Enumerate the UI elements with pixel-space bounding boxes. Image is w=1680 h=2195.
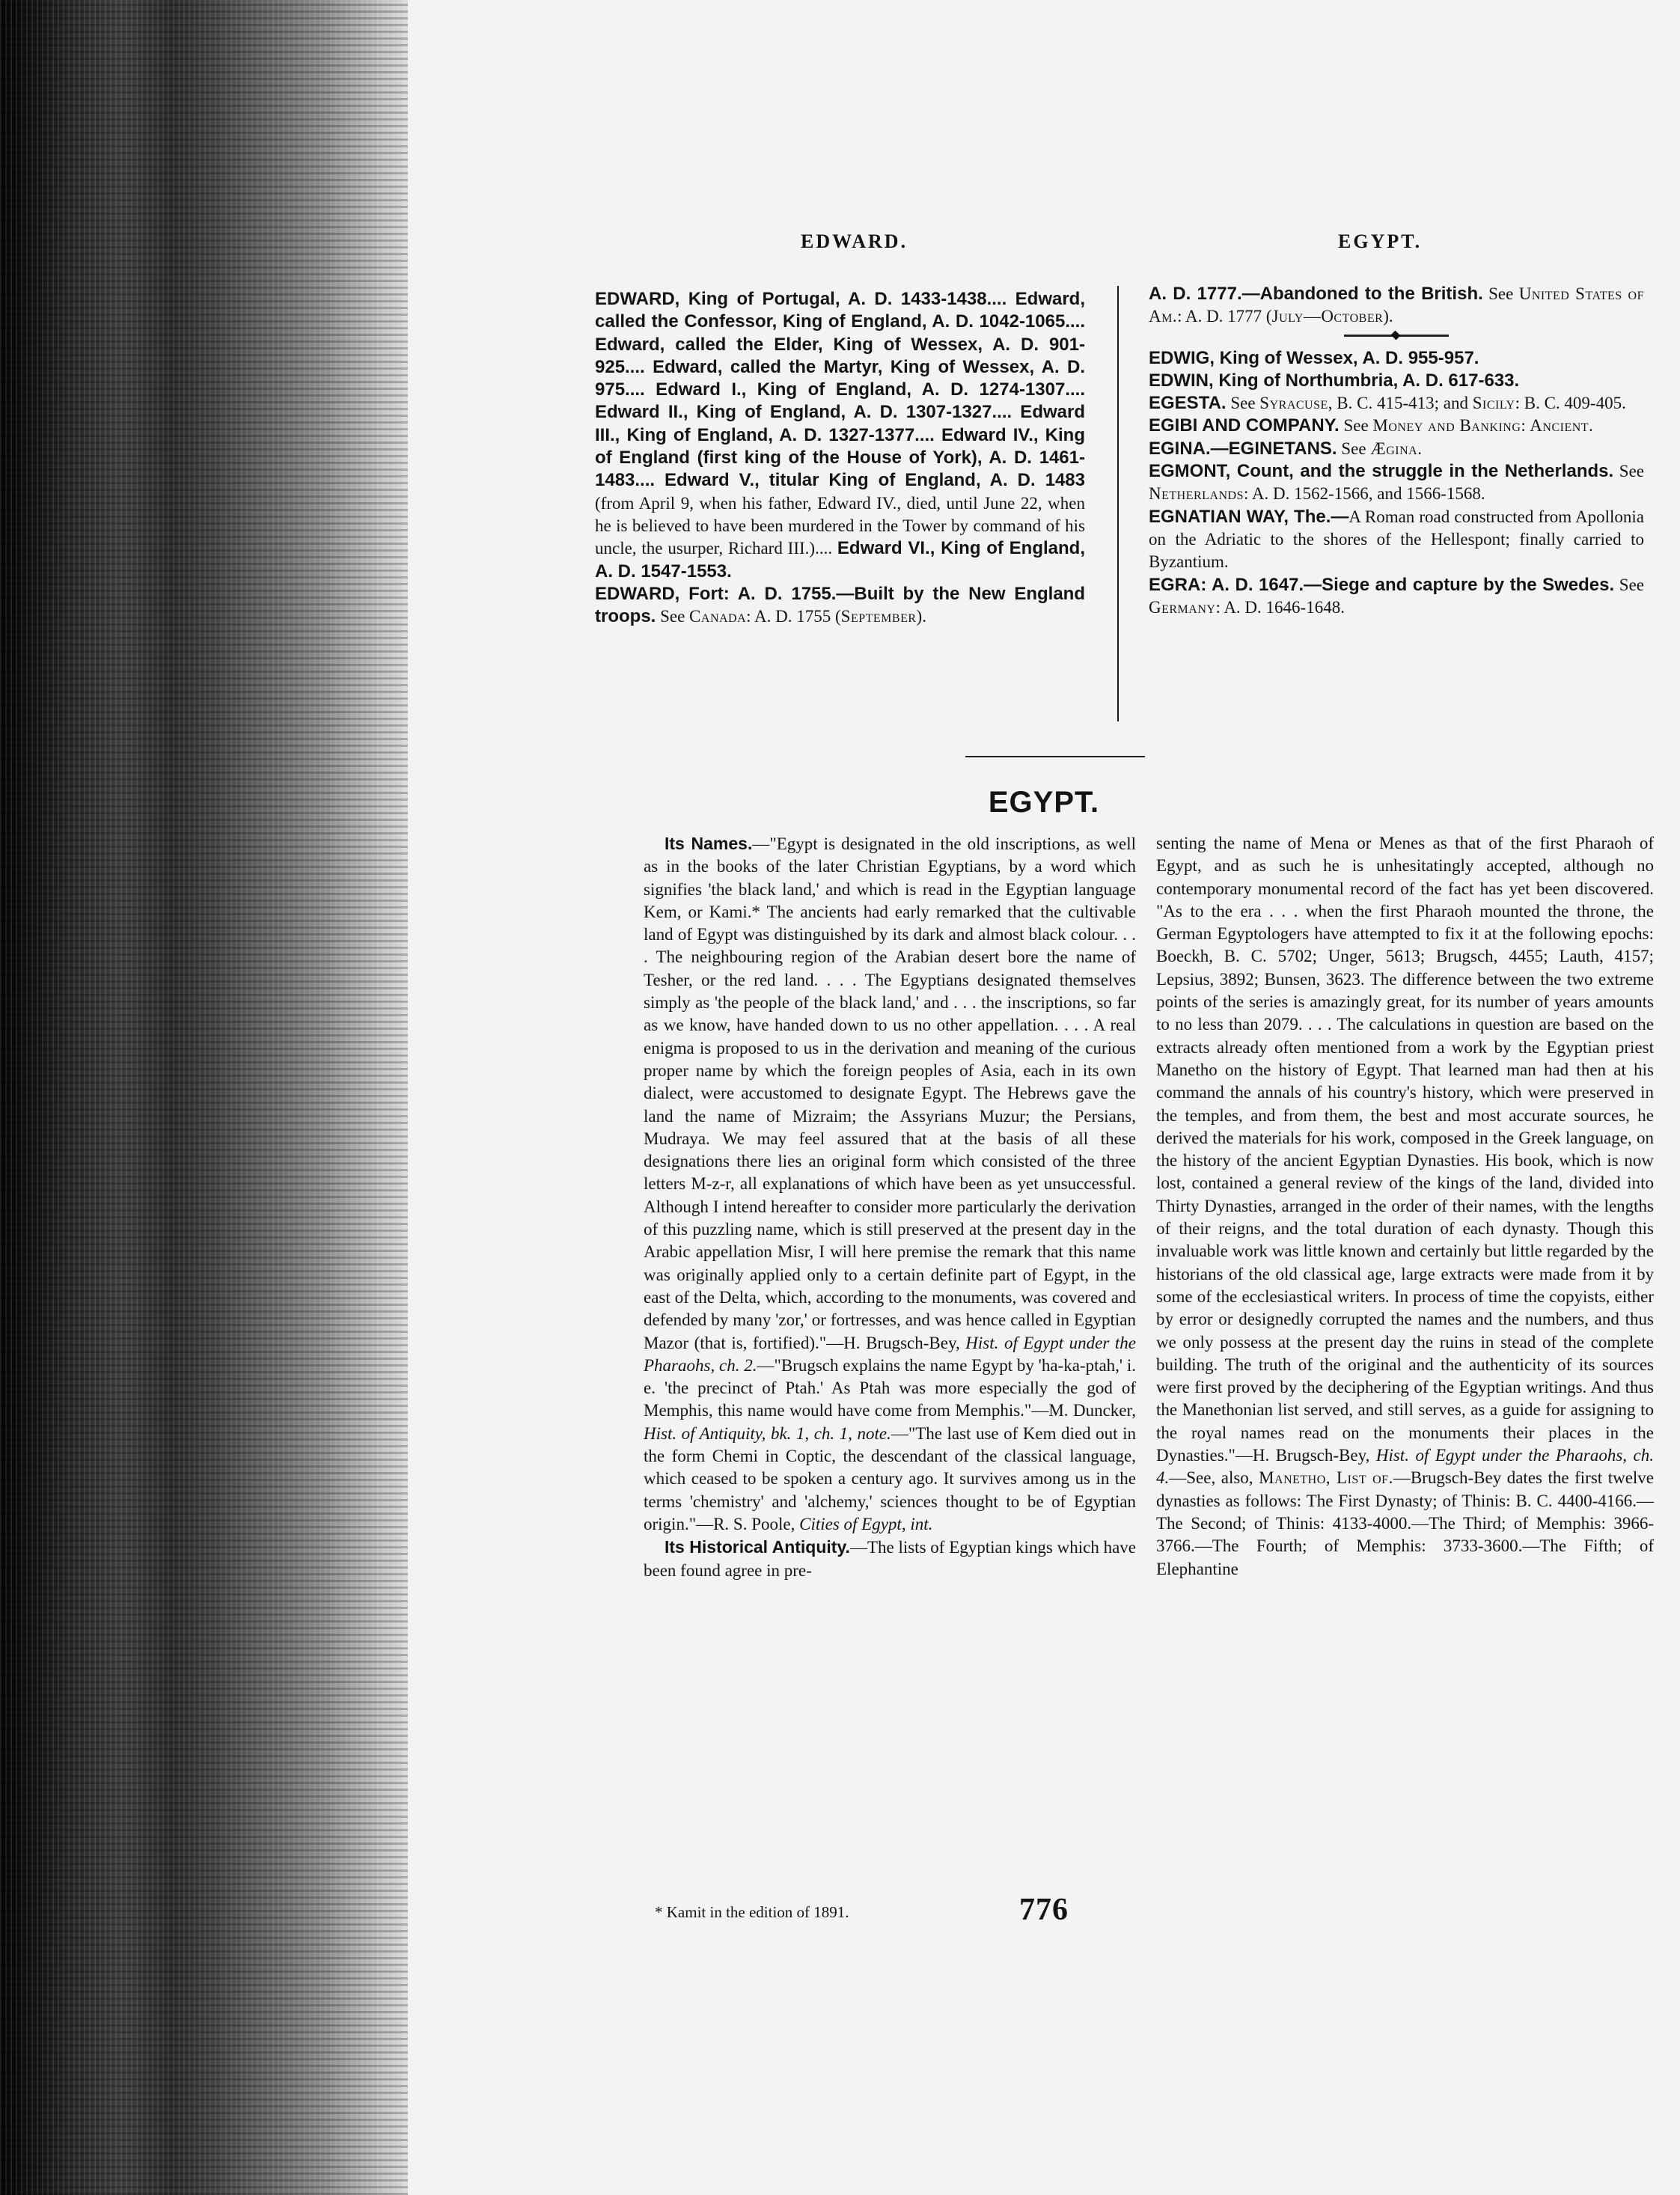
entry-text: See [656, 607, 690, 626]
entry-edward-kings [595, 288, 1085, 583]
entry-text: See [1613, 462, 1644, 481]
citation: Hist. of Egypt under the Pharaohs, ch. 2. [644, 1333, 1136, 1375]
entry-headword: EGMONT, Count, and the struggle in the Netherlands. [1149, 461, 1614, 482]
page-number: 776 [1019, 1893, 1069, 1927]
entry-text: : A. D. 1777 ( [1177, 307, 1272, 326]
entry-text: See [1482, 284, 1519, 303]
running-head-left: EDWARD. [801, 231, 908, 252]
entry-headword: EGRA: A. D. 1647.—Siege and capture by the Swedes. [1149, 574, 1615, 595]
citation: Cities of Egypt, int. [799, 1514, 933, 1533]
section-label-antiquity: Its Historical Antiquity. [665, 1537, 850, 1557]
entry-text: : Ancient. [1521, 416, 1594, 436]
top-right-column [1149, 283, 1644, 619]
article-title: EGYPT. [988, 786, 1100, 819]
body-text: senting the name of Mena or Menes as that of the first Pharaoh of Egypt, and as such he is unhesitatingly accepted, although no contemporary monumental record of the fact has yet been discovered. "As to the era . . . when the first Pharaoh mounted the throne, the German Egyptologers have attempted to fix it at the following epochs: Boeckh, B. C. 5702; Unger, 5613; Brugsch, 4455; Lauth, 4157; Lepsius, 3892; Bunsen, 3623. The difference between the two extreme points of the series is amazingly great, for its number of years amounts to no less than 2079. . . . The calculations in question are based on the extracts already often mentioned from a work by the Egyptian priest Manetho on the history of Egypt. That learned man had then at his command the annals of his country's history, which were preserved in the temples, and from them, the best and most accurate sources, he derived the materials for his work, composed in the Greek language, on the history of the ancient Egyptian Dynasties. His book, which is now lost, contained a general review of the kings of the land, divided into Thirty Dynasties, arranged in the order of their names, with the lengths of their reigns, and the total duration of each dynasty. Though this invaluable work was little known and certainly but little regarded by the historians of the old classical age, large extracts were made from it by some of the ecclesiastical writers. In process of time the copyists, either by error or designedly corrupted the names and the numbers, and thus we only possess at the present day the ruins in stead of the complete building. The truth of the original and the authenticity of its sources were first proved by the deciphering of the Egyptian writings. And thus the Manethonian list served, and still serves, as a guide for assigning to the royal names read on the monuments their places in the Dynasties."—H. Brugsch-Bey, [1156, 834, 1654, 1465]
entry-egina [1149, 438, 1644, 460]
entry-headword: EGINA.—EGINETANS. [1149, 438, 1337, 459]
body-text: —"Brugsch explains the name Egypt by 'ha-ka-ptah,' i. e. 'the precinct of Ptah.' As Ptah was more especially the god of Memphis, this name would have come from Memphis."—M. Duncker, [644, 1355, 1136, 1420]
entry-headword: A. D. 1777.—Abandoned to the British. [1149, 284, 1483, 304]
cross-reference: Manetho, List of. [1259, 1468, 1393, 1488]
section-names [644, 832, 1136, 1536]
body-text: —See, also, [1169, 1468, 1259, 1488]
cross-reference: July—October [1271, 307, 1384, 326]
entry-egra [1149, 574, 1644, 620]
entry-headword: EDWIG, King of Wessex, A. D. 955-957. [1149, 347, 1479, 368]
entry-text: See [1337, 439, 1371, 458]
entry-text: : B. C. 409-405. [1515, 394, 1626, 413]
body-right-column [1156, 832, 1654, 1581]
entry-headword: EGNATIAN WAY, The.— [1149, 506, 1349, 527]
entry-headword: EDWIN, King of Northumbria, A. D. 617-633. [1149, 370, 1520, 391]
book-edge-texture [0, 0, 408, 2195]
entry-text: . [1417, 439, 1422, 458]
body-text: —Brugsch-Bey dates the first twelve dynasties as follows: The First Dynasty; of Thinis: B. C. 4400-4166.—The Second; of Thinis: 4133-4000.—The Third; of Memphis: 3966-3766.—The Fourth; of Memphis: 3733-3600.—The Fifth; of Elephantine [1156, 1468, 1654, 1578]
entry-egibi [1149, 415, 1644, 437]
entry-edwig [1149, 347, 1644, 370]
entry-text: , B. C. 415-413; and [1328, 394, 1473, 413]
citation: Hist. of Antiquity, bk. 1, ch. 1, note. [644, 1423, 891, 1443]
entry-text: : A. D. 1646-1648. [1215, 597, 1345, 617]
cross-reference: September [840, 607, 917, 626]
entry-text: See [1339, 416, 1373, 436]
body-text: —The lists of Egyptian kings which have been found agree in pre- [644, 1538, 1136, 1580]
running-head-right: EGYPT. [1338, 231, 1423, 252]
entry-egnatian-way [1149, 506, 1644, 574]
entry-text: ). [1383, 307, 1393, 326]
entry-text: (from April 9, when his father, Edward IV., died, until June 22, when he is believed to have been murdered in the Tower by command of his uncle, the usurper, Richard III.).... [595, 493, 1085, 558]
body-left-column [644, 832, 1136, 1582]
entry-fort-edward-1777 [1149, 283, 1644, 329]
entry-text: ). [916, 607, 926, 626]
entry-fort-edward [595, 583, 1085, 629]
cross-reference: Netherlands [1149, 484, 1244, 504]
section-rule [965, 756, 1145, 757]
entry-headword: EDWARD, Fort: A. D. 1755.—Built by the New England troops. [595, 583, 1085, 627]
entry-headword: EDWARD, King of Portugal, A. D. 1433-1438.... Edward, called the Confessor, King of England, A. D. 1042-1065.... Edward, called the Elder, King of Wessex, A. D. 901-925.... Edward, called the Martyr, King of Wessex, A. D. 975.... Edward I., King of England, A. D. 1274-1307.... Edward II., King of England, A. D. 1307-1327.... Edward III., King of England, A. D. 1327-1377.... Edward IV., King of England (first king of the House of York), A. D. 1461-1483.... Edward V., titular King of England, A. D. 1483 [595, 289, 1085, 491]
entry-text: See [1614, 575, 1644, 594]
entry-edwin [1149, 370, 1644, 392]
entry-text: : A. D. 1755 ( [746, 607, 841, 626]
body-text: —"Egypt is designated in the old inscriptions, as well as in the books of the later Christian Egyptians, by a word which signifies 'the black land,' and which is read in the Egyptian language Kem, or Kami.* The ancients had early remarked that the cultivable land of Egypt was distinguished by its dark and almost black colour. . . . The neighbouring region of the Arabian desert bore the name of Tesher, or the red land. . . . The Egyptians designated themselves simply as 'the people of the black land,' and . . . the inscriptions, so far as we know, have handed down to us no other appellation. . . . A real enigma is proposed to us in the derivation and meaning of the curious proper name by which the foreign peoples of Asia, each in its own dialect, were accustomed to designate Egypt. The Hebrews gave the land the name of Mizraim; the Assyrians Muzur; the Persians, Mudraya. We may feel assured that at the basis of all these designations there lies an original form which consisted of the three letters M-z-r, all explanations of which have been as yet unsuccessful. Although I intend hereafter to consider more particularly the derivation of this puzzling name, which is still preserved at the present day in the Arabic appellation Misr, I will here premise the remark that this name was originally applied only to a certain definite part of Egypt, in the east of the Delta, which, according to the monuments, was covered and defended by many 'zor,' or fortresses, and was hence called in Egyptian Mazor (that is, fortified)."—H. Brugsch-Bey, [644, 834, 1136, 1352]
section-antiquity-continued [1156, 832, 1654, 1581]
entry-headword: EGESTA. [1149, 393, 1227, 414]
entry-headword: EGIBI AND COMPANY. [1149, 415, 1340, 436]
entry-egmont [1149, 460, 1644, 506]
citation: Hist. of Egypt under the Pharaohs, ch. 4. [1156, 1446, 1654, 1488]
entry-headword-tail: Edward VI., King of England, A. D. 1547-1553. [595, 538, 1086, 581]
cross-reference: United States of Am. [1149, 284, 1644, 326]
ornament-divider [1344, 335, 1449, 337]
cross-reference: Money and Banking [1372, 416, 1521, 436]
entry-egesta [1149, 392, 1644, 415]
cross-reference: Sicily [1472, 394, 1515, 413]
entry-text: A Roman road constructed from Apollonia on the Adriatic to the shores of the Hellespont; finally carried to Byzantium. [1149, 507, 1645, 572]
page [408, 0, 1680, 2195]
cross-reference: Syracuse [1259, 394, 1328, 413]
footnote: * Kamit in the edition of 1891. [655, 1903, 849, 1921]
entry-text: See [1226, 394, 1260, 413]
cross-reference: Ægina [1370, 439, 1418, 458]
cross-reference: Canada [689, 607, 747, 626]
body-text: —"The last use of Kem died out in the form Chemi in Coptic, the descendant of the classical language, which ceased to be spoken a century ago. It survives among us in the terms 'chemistry' and 'alchemy,' sciences thought to be of Egyptian origin."—R. S. Poole, [644, 1423, 1136, 1533]
entry-text: : A. D. 1562-1566, and 1566-1568. [1244, 484, 1485, 504]
section-label-names: Its Names. [665, 834, 753, 853]
top-left-column [595, 288, 1085, 628]
cross-reference: Germany [1149, 597, 1216, 617]
section-antiquity [644, 1536, 1136, 1582]
column-divider [1117, 286, 1119, 721]
